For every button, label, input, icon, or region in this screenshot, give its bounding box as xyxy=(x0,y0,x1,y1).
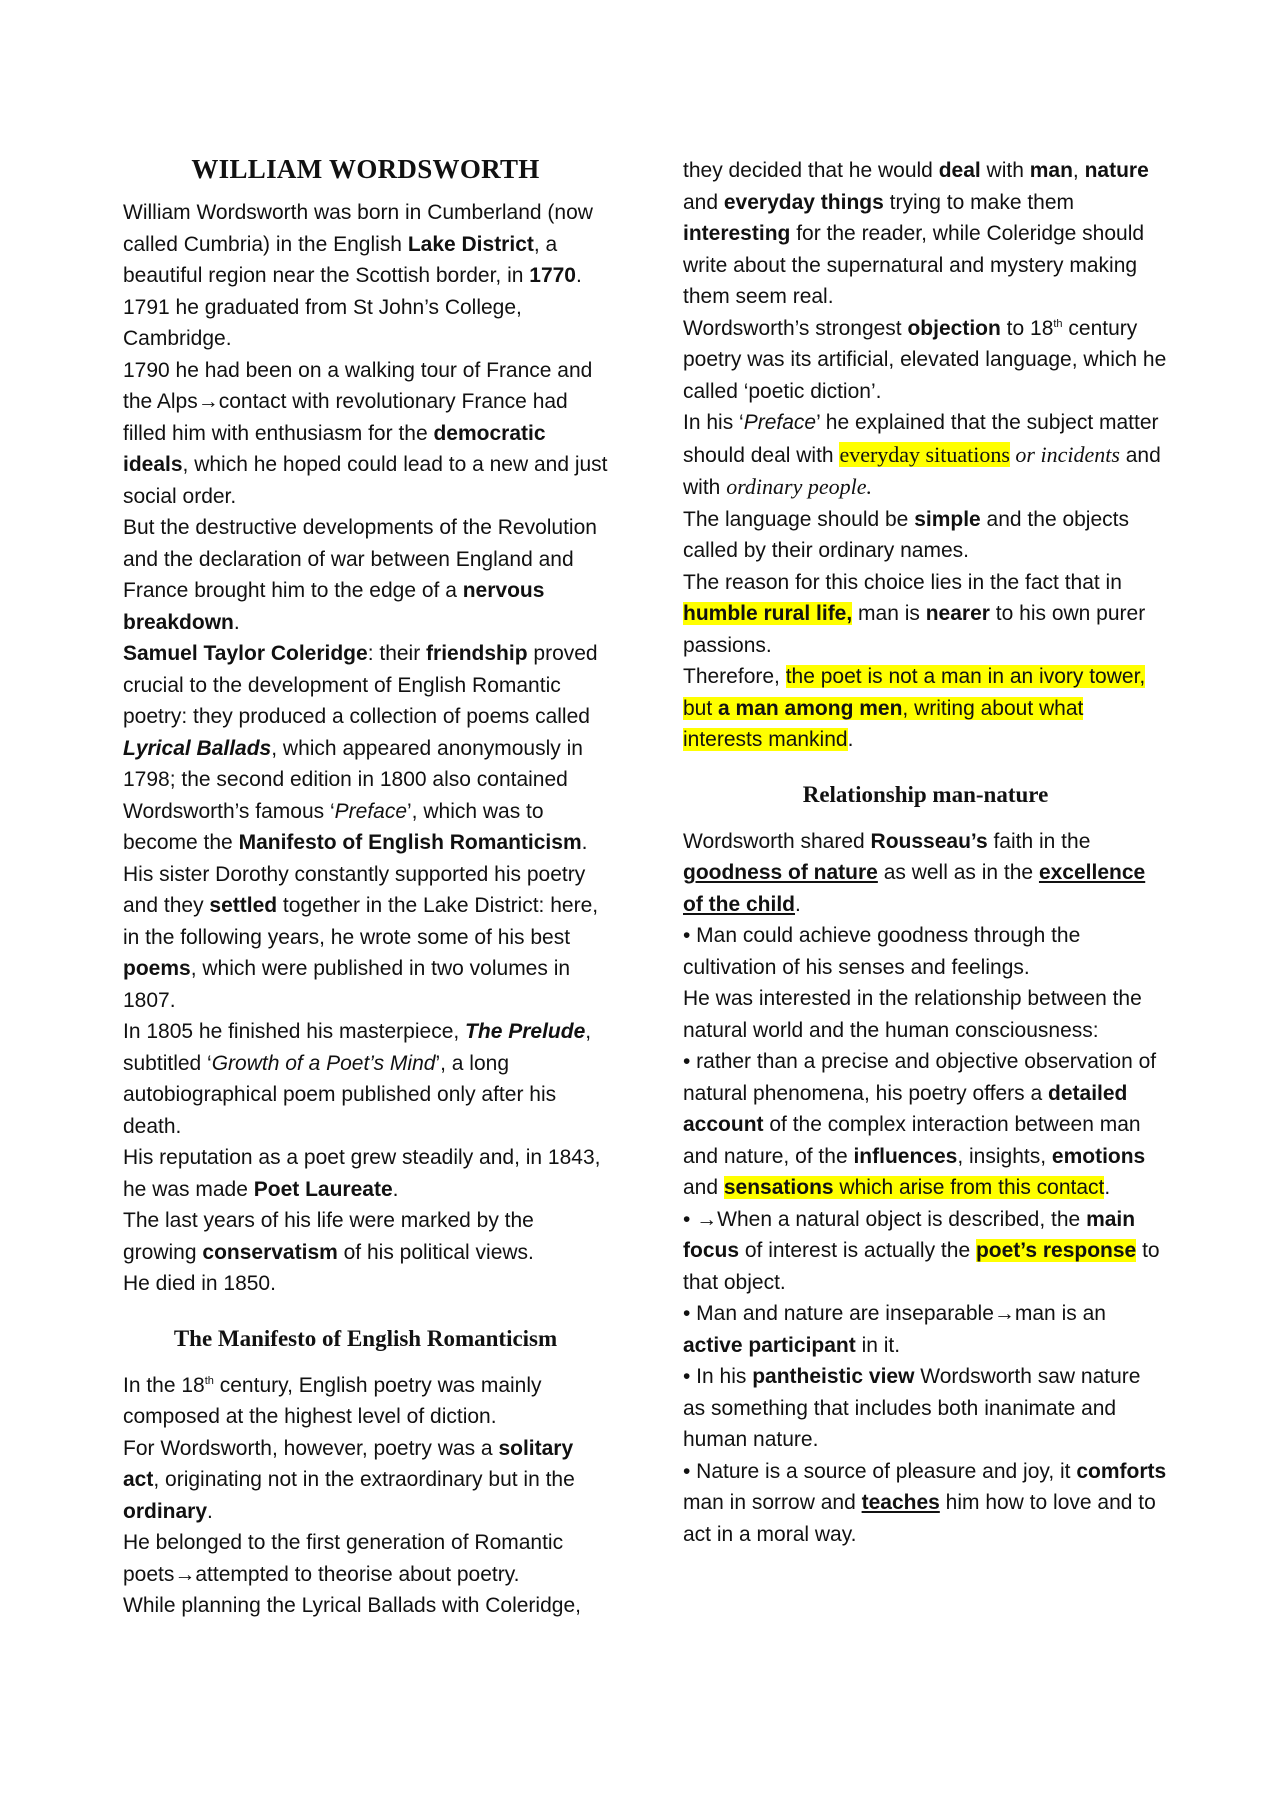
text-run: everyday things xyxy=(723,190,884,214)
text-run: sensations xyxy=(723,1176,834,1199)
text-run: a man among men xyxy=(718,696,903,720)
text-run: which arise from this contact xyxy=(833,1176,1105,1199)
text-run: main focus xyxy=(683,1207,1136,1262)
text-run: ’, a long autobiographical poem published only after his death. xyxy=(123,1051,557,1138)
paragraph xyxy=(123,1527,608,1590)
text-run: . xyxy=(581,831,588,854)
text-run: . xyxy=(575,264,582,287)
text-run: • Man and nature are inseparable→man is an xyxy=(683,1302,1106,1325)
text-run: • In his xyxy=(683,1365,753,1388)
text-run: the poet is not a man in an ivory tower, but xyxy=(683,665,1146,720)
paragraph xyxy=(683,920,1168,983)
paragraph xyxy=(123,859,608,1017)
text-run: He died in 1850. xyxy=(123,1272,276,1295)
text-run: him how to love and to act in a moral way. xyxy=(683,1491,1156,1546)
text-run: . xyxy=(1104,1176,1111,1199)
text-run: century, English poetry was mainly composed at the highest level of diction. xyxy=(123,1373,542,1428)
text-run: excellence of the child xyxy=(683,861,1146,916)
text-run: and xyxy=(683,1176,724,1199)
text-run: In the 18 xyxy=(123,1373,205,1397)
text-run: of interest is actually the xyxy=(739,1239,976,1262)
text-run: In his ‘ xyxy=(683,411,744,434)
text-run: , which were published in two volumes in 1807. xyxy=(123,957,571,1012)
paragraph xyxy=(683,1046,1168,1204)
paragraph xyxy=(123,1205,608,1268)
text-run: The last years of his life were marked by the growing xyxy=(123,1209,534,1264)
text-run: Preface xyxy=(334,799,408,823)
text-run: friendship xyxy=(426,642,528,665)
text-run: Wordsworth’s strongest xyxy=(683,316,908,340)
text-run: For Wordsworth, however, poetry was a xyxy=(123,1436,499,1460)
text-run: , which he hoped could lead to a new and just social order. xyxy=(123,453,608,508)
text-run: man in sorrow and xyxy=(683,1491,862,1514)
text-run: they decided that he would xyxy=(683,159,939,182)
paragraph xyxy=(683,1298,1168,1361)
text-run: conservatism xyxy=(202,1240,338,1264)
text-run: Poet Laureate xyxy=(253,1177,393,1201)
text-run: to that object. xyxy=(683,1239,1160,1294)
paragraph xyxy=(683,567,1168,662)
page-title: WILLIAM WORDSWORTH xyxy=(191,154,540,184)
text-run: Lyrical Ballads xyxy=(123,736,272,760)
text-run: Lake District xyxy=(407,232,534,256)
text-run: , xyxy=(1072,159,1085,182)
text-run: and the objects called by their ordinary names. xyxy=(683,507,1129,562)
text-run: Wordsworth saw nature as something that includes both inanimate and human nature. xyxy=(683,1365,1141,1451)
text-run: Growth of a Poet’s Mind xyxy=(211,1051,436,1075)
paragraph xyxy=(683,661,1168,756)
right-column xyxy=(683,155,1168,1550)
text-run: faith in the xyxy=(987,829,1091,853)
text-run: pantheistic view xyxy=(752,1365,915,1388)
paragraph xyxy=(123,1370,608,1433)
text-run: • rather than a precise and objective observation of natural phenomena, his poetry offers a xyxy=(683,1050,1157,1105)
text-run: th xyxy=(1053,317,1063,330)
text-run: teaches xyxy=(861,1491,940,1514)
paragraph xyxy=(123,1268,608,1300)
text-run: 1790 he had been on a walking tour of France and the Alps→contact with revolutionary France had filled him with enthusiasm for the xyxy=(123,358,593,445)
paragraph xyxy=(683,1361,1168,1456)
text-run: : their xyxy=(367,642,427,665)
text-run: He belonged to the first generation of Romantic poets→attempted to theorise about poetry. xyxy=(123,1531,564,1586)
text-run: He was interested in the relationship between the natural world and the human consciousness: xyxy=(683,987,1142,1042)
text-run: century poetry was its artificial, elevated language, which he called ‘poetic diction’. xyxy=(683,316,1167,403)
text-run: objection xyxy=(907,316,1001,340)
text-run: trying to make them xyxy=(883,190,1075,214)
text-run: proved crucial to the development of English Romantic poetry: they produced a collection of poems called xyxy=(123,642,598,728)
text-run: • Man could achieve goodness through the cultivation of his senses and feelings. xyxy=(683,924,1081,979)
text-run: His reputation as a poet grew steadily and, in 1843, he was made xyxy=(123,1146,601,1201)
paragraph xyxy=(123,638,608,859)
text-run: democratic ideals xyxy=(123,421,546,476)
text-run: man xyxy=(1029,159,1073,182)
left-column xyxy=(123,150,608,1622)
text-run: and xyxy=(683,190,724,214)
paragraph xyxy=(683,313,1168,408)
text-run: poems xyxy=(123,957,191,980)
paragraph xyxy=(123,197,608,292)
text-run: . xyxy=(392,1177,399,1201)
paragraph xyxy=(123,512,608,638)
text-run: 1770 xyxy=(529,264,576,287)
text-run: emotions xyxy=(1051,1144,1146,1168)
text-run: While planning the Lyrical Ballads with Coleridge, xyxy=(123,1594,581,1617)
biography-text xyxy=(123,197,608,1300)
text-run: . xyxy=(847,728,854,751)
text-run: goodness of nature xyxy=(683,861,878,884)
paragraph xyxy=(123,1433,608,1528)
paragraph xyxy=(123,1142,608,1205)
paragraph xyxy=(683,826,1168,921)
text-run: comforts xyxy=(1076,1459,1167,1483)
text-run: or incidents xyxy=(1009,441,1120,467)
manifesto-text xyxy=(123,1370,608,1622)
text-run: detailed account xyxy=(683,1081,1128,1136)
paragraph xyxy=(683,407,1168,504)
text-run: Wordsworth shared xyxy=(683,829,871,853)
section-title-relationship: Relationship man-nature xyxy=(802,781,1049,807)
text-run: Manifesto of English Romanticism xyxy=(238,831,582,854)
text-run: man is xyxy=(852,602,926,625)
text-run: , insights, xyxy=(957,1144,1052,1168)
text-run: • →When a natural object is described, the xyxy=(683,1207,1087,1231)
text-run: Rousseau’s xyxy=(870,829,988,853)
text-run: William Wordsworth was born in Cumberland (now called Cumbria) in the English xyxy=(123,201,593,256)
paragraph xyxy=(123,1590,608,1622)
text-run: of the complex interaction between man and nature, of the xyxy=(683,1113,1141,1168)
paragraph xyxy=(683,1204,1168,1299)
text-run: Samuel Taylor Coleridge xyxy=(123,642,368,665)
text-run: influences xyxy=(853,1144,958,1168)
text-run: ordinary xyxy=(123,1499,208,1523)
text-run: 1791 he graduated from St John’s College, Cambridge. xyxy=(123,295,522,350)
paragraph xyxy=(683,504,1168,567)
text-run: Therefore, xyxy=(683,665,786,688)
text-run: nervous breakdown xyxy=(123,579,545,634)
text-run: ’, which was to become the xyxy=(123,799,544,854)
text-run: , writing about what interests mankind xyxy=(683,696,1084,751)
relationship-text xyxy=(683,826,1168,1551)
text-run: , originating not in the extraordinary but in the xyxy=(153,1468,575,1491)
text-run: in it. xyxy=(855,1333,901,1357)
text-run: His sister Dorothy constantly supported his poetry and they xyxy=(123,862,586,917)
manifesto-text-continued xyxy=(683,155,1168,756)
text-run: of his political views. xyxy=(337,1240,534,1264)
paragraph xyxy=(683,1456,1168,1551)
paragraph xyxy=(683,155,1168,313)
text-run: settled xyxy=(209,894,278,917)
text-run: . xyxy=(233,610,240,634)
paragraph xyxy=(123,1016,608,1142)
text-run: and with xyxy=(683,443,1161,499)
paragraph xyxy=(123,292,608,355)
text-run: solitary act xyxy=(123,1436,574,1491)
text-run: to 18 xyxy=(1000,316,1054,340)
paragraph xyxy=(123,355,608,513)
section-title-manifesto: The Manifesto of English Romanticism xyxy=(173,1325,558,1351)
text-run: with xyxy=(980,159,1030,182)
text-run: , a beautiful region near the Scottish border, in xyxy=(123,232,558,287)
text-run: . xyxy=(795,892,801,916)
text-run: for the reader, while Coleridge should write about the supernatural and mystery making them seem real. xyxy=(683,222,1145,308)
text-run: poet’s response xyxy=(975,1239,1137,1262)
text-run: th xyxy=(204,1374,214,1387)
text-run: The language should be xyxy=(683,507,915,531)
text-run: to his own purer passions. xyxy=(683,602,1146,657)
text-run: active participant xyxy=(683,1333,856,1357)
text-run: nearer xyxy=(925,602,990,625)
text-run: ordinary people. xyxy=(726,474,873,499)
text-run: everyday situations xyxy=(839,441,1010,467)
text-run: deal xyxy=(938,159,981,182)
text-run: simple xyxy=(914,507,981,531)
text-run: Preface xyxy=(743,411,817,434)
text-run: humble rural life, xyxy=(683,602,853,625)
text-run: The reason for this choice lies in the fact that in xyxy=(683,570,1122,594)
text-run: nature xyxy=(1084,159,1149,182)
text-run: • Nature is a source of pleasure and joy, it xyxy=(683,1459,1077,1483)
text-run: together in the Lake District: here, in the following years, he wrote some of his best xyxy=(123,894,599,949)
text-run: ’ he explained that the subject matter should deal with xyxy=(683,411,1159,467)
text-run: , subtitled ‘ xyxy=(123,1020,592,1075)
text-run: The Prelude xyxy=(465,1020,586,1043)
text-run: But the destructive developments of the Revolution and the declaration of war between England and France brought him to the edge of a xyxy=(123,516,597,602)
text-run: , which appeared anonymously in 1798; the second edition in 1800 also contained Wordsworth’s famous ‘ xyxy=(123,736,583,823)
text-run: In 1805 he finished his masterpiece, xyxy=(123,1020,466,1043)
text-run: . xyxy=(207,1499,213,1523)
text-run: interesting xyxy=(683,222,791,245)
text-run: as well as in the xyxy=(877,861,1039,884)
paragraph xyxy=(683,983,1168,1046)
